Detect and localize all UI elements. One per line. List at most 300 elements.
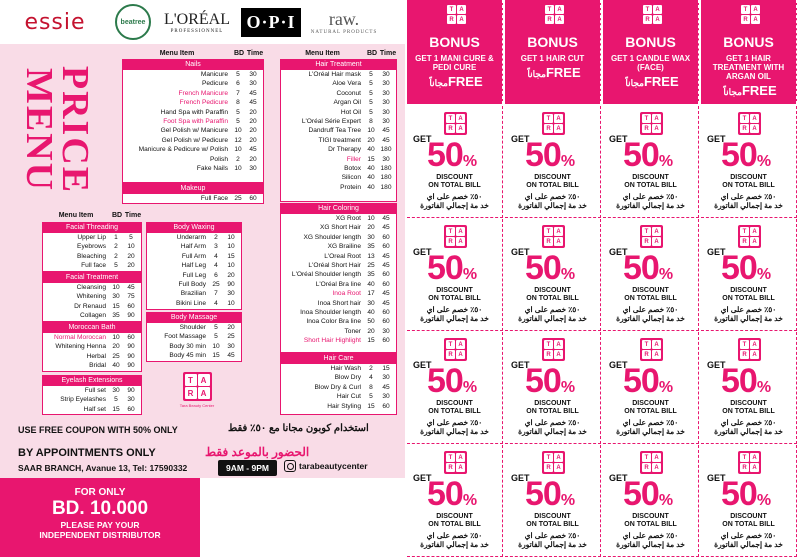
service-name: Full face (81, 262, 106, 270)
coupon-percent-value: 50 (721, 362, 757, 400)
discount-coupon (603, 106, 699, 218)
logo-letter: T (740, 453, 749, 462)
coupon-discount-line2: ON TOTAL BILL (526, 182, 579, 189)
service-row (123, 136, 263, 145)
service-row (147, 289, 241, 298)
makeup-section (122, 183, 264, 204)
service-name: XG Shoulder length (303, 233, 361, 241)
service-time: 45 (127, 284, 135, 291)
coupon-arabic-text (701, 531, 796, 549)
logo-letter: T (643, 5, 652, 14)
pay-note-1: PLEASE PAY YOUR (60, 520, 140, 530)
service-row (281, 270, 396, 279)
service-time: 30 (382, 327, 390, 335)
service-row (43, 361, 141, 370)
discount-coupon (407, 332, 503, 444)
service-price: 40 (367, 164, 375, 172)
service-name: Body 45 min (169, 352, 206, 360)
bonus-desc: GET 1 CANDLE WAX (FACE) (610, 54, 691, 72)
service-row (281, 289, 396, 298)
coupon-percent (427, 362, 476, 401)
coupon-percent (623, 475, 672, 514)
logo-letter: A (652, 237, 661, 246)
service-name: Strip Eyelashes (60, 396, 106, 404)
service-row (147, 342, 241, 351)
coupon-discount-line1: DISCOUNT (534, 174, 571, 181)
service-time: 90 (127, 387, 135, 394)
bonus-desc: GET 1 MANI CURE & PEDI CURE (415, 54, 494, 72)
service-time: 45 (227, 352, 235, 360)
coupon-discount-line1: DISCOUNT (730, 287, 767, 294)
coupon-arabic-line2: خد مة إجمالي الفاتورة (714, 540, 783, 549)
service-row (147, 280, 241, 289)
service-time: 45 (249, 146, 257, 154)
logo-letter: R (446, 463, 455, 472)
bonus-free-en: FREE (447, 74, 483, 89)
logo-letter: A (652, 114, 661, 123)
logo-letter: R (740, 237, 749, 246)
service-row (43, 261, 141, 270)
coupon-get: GET (413, 360, 432, 370)
logo-letter: R (642, 463, 651, 472)
service-row (123, 194, 263, 203)
logo-letter: A (750, 453, 759, 462)
service-row (281, 173, 396, 182)
service-row (281, 117, 396, 126)
coupon-discount-text (505, 287, 600, 303)
service-row (281, 308, 396, 317)
section-header: Hair Care (281, 354, 396, 364)
service-price: 30 (112, 293, 120, 301)
service-time: 30 (382, 89, 390, 97)
coupon-discount-text (407, 400, 502, 416)
service-name: Blow Dry (334, 374, 361, 382)
service-time: 90 (127, 362, 135, 370)
bonus-free-ar: مجاناً (723, 87, 742, 97)
service-time: 20 (227, 324, 235, 331)
service-row (123, 126, 263, 135)
tara-logo (172, 372, 222, 418)
logo-letter: A (456, 453, 465, 462)
logo-letter: A (554, 453, 563, 462)
coupon-get: GET (413, 247, 432, 257)
service-name: Pedicure (201, 80, 228, 88)
service-name: Cleansing (76, 284, 106, 291)
service-name: Short Hair Highlight (303, 337, 361, 345)
logo-letter: A (198, 387, 210, 399)
coupon-percent-sign: % (756, 153, 771, 170)
coupon-arabic-line1: ٥٠٪ خصم على اي (426, 192, 483, 201)
service-price: 15 (112, 302, 120, 310)
service-price: 10 (112, 334, 120, 341)
service-name: Aloe Vera (332, 80, 361, 88)
service-name: Whitening Henna (55, 343, 106, 351)
logo-letter: A (554, 114, 563, 123)
appointments-note: BY APPOINTMENTS ONLY (18, 447, 156, 459)
service-row (123, 155, 263, 164)
service-row (43, 352, 141, 361)
bonus-free-en: FREE (545, 65, 581, 80)
logo-letter: A (456, 227, 465, 236)
service-price: 5 (369, 80, 373, 88)
coupon-discount-line2: ON TOTAL BILL (722, 182, 775, 189)
discount-coupon (505, 106, 601, 218)
service-time: 30 (249, 80, 257, 88)
service-price: 15 (367, 402, 375, 410)
tara-logo-icon (542, 338, 565, 361)
service-time: 30 (127, 396, 135, 404)
logo-letter: T (447, 5, 456, 14)
coupon-arabic-line2: خد مة إجمالي الفاتورة (518, 314, 587, 323)
coupon-discount-text (603, 174, 698, 190)
service-name: French Manicure (178, 89, 228, 97)
service-name: Underarm (176, 234, 206, 241)
service-time: 60 (382, 271, 390, 279)
service-price: 20 (367, 224, 375, 232)
facial-treatment-section (42, 272, 142, 322)
coupon-percent-value: 50 (525, 249, 561, 287)
logo-letter: R (544, 463, 553, 472)
coupon-get: GET (707, 473, 726, 483)
service-row (147, 332, 241, 341)
coupon-discount-text (701, 400, 796, 416)
discount-coupon (407, 445, 503, 557)
service-name: Botox (344, 164, 361, 172)
coupon-discount-line2: ON TOTAL BILL (428, 521, 481, 528)
discount-coupon (505, 332, 601, 444)
bonus-free (407, 74, 502, 89)
logo-letter: T (185, 374, 197, 386)
service-price: 1 (114, 234, 118, 241)
logo-letter: A (456, 350, 465, 359)
service-time: 60 (127, 334, 135, 341)
service-time: 45 (382, 224, 390, 232)
service-name: Full Arm (181, 252, 206, 260)
service-name: Blow Dry & Curl (314, 383, 361, 391)
section-header: Nails (123, 60, 263, 70)
service-row (147, 271, 241, 280)
service-row (123, 70, 263, 79)
coupon-discount-text (407, 513, 502, 529)
coupon-percent-sign: % (658, 153, 673, 170)
service-row (281, 79, 396, 88)
service-time: 30 (382, 108, 390, 116)
coupon-discount-line2: ON TOTAL BILL (526, 521, 579, 528)
service-row (281, 136, 396, 145)
service-price: 10 (234, 146, 242, 154)
coupon-discount-line2: ON TOTAL BILL (428, 295, 481, 302)
hair-care-section (280, 353, 397, 415)
logo-letter: A (652, 124, 661, 133)
tara-logo-icon (542, 225, 565, 248)
coupon-discount-text (603, 513, 698, 529)
service-price: 2 (369, 365, 373, 372)
logo-letter: R (740, 463, 749, 472)
service-name: Protein (340, 183, 361, 191)
logo-caption: Tara Beauty Center (179, 403, 215, 408)
coupon-arabic-text (505, 305, 600, 323)
service-price: 5 (114, 396, 118, 404)
tara-logo-icon (444, 225, 467, 248)
coupon-percent-sign: % (560, 492, 575, 509)
service-name: TIGI treatment (318, 136, 361, 144)
service-time: 30 (249, 164, 257, 172)
service-name: Bleaching (77, 252, 106, 260)
service-name: Upper Lip (77, 234, 106, 241)
service-name: Toner (344, 327, 361, 335)
coupon-discount-text (701, 174, 796, 190)
coupon-percent (623, 136, 672, 175)
coupon-percent-sign: % (462, 266, 477, 283)
loreal-logo-sub: PROFESSIONNEL (170, 28, 224, 34)
service-name: Gel Polish w/ Manicure (160, 127, 228, 135)
service-price: 6 (236, 80, 240, 88)
coupon-discount-line2: ON TOTAL BILL (722, 408, 775, 415)
logo-letter: R (643, 15, 652, 24)
service-time: 60 (382, 308, 390, 316)
service-time: 180 (380, 146, 392, 154)
service-name: Coconut (336, 89, 361, 97)
logo-letter: A (456, 340, 465, 349)
logo-letter: A (652, 453, 661, 462)
logo-letter: A (555, 5, 564, 14)
col-item: Menu Item (58, 212, 94, 219)
service-name: Inoa Root (332, 290, 361, 298)
service-row (281, 155, 396, 164)
coupon-arabic-line1: ٥٠٪ خصم على اي (720, 531, 777, 540)
coupon-percent-value: 50 (525, 136, 561, 174)
service-price: 40 (112, 362, 120, 370)
coupon-discount-line2: ON TOTAL BILL (624, 182, 677, 189)
service-row (147, 299, 241, 308)
price-menu-title (0, 65, 127, 195)
logo-letter: A (653, 5, 662, 14)
service-time: 180 (380, 164, 392, 172)
service-price: 5 (236, 117, 240, 125)
service-price: 25 (112, 352, 120, 360)
coupon-percent-value: 50 (623, 475, 659, 513)
service-price: 15 (367, 155, 375, 163)
service-time: 90 (127, 343, 135, 351)
service-name: Inoa Shoulder length (300, 308, 361, 316)
bonus-desc: GET 1 HAIR TREATMENT WITH ARGAN OIL (712, 54, 785, 81)
service-time: 90 (227, 280, 235, 288)
instagram-icon (284, 460, 296, 472)
loreal-logo (156, 2, 238, 42)
tara-logo-icon (738, 338, 761, 361)
coupon-percent-value: 50 (427, 249, 463, 287)
logo-letter: R (740, 350, 749, 359)
coupon-get: GET (609, 247, 628, 257)
logo-letter: A (652, 227, 661, 236)
pay-note-2: INDEPENDENT DISTRIBUTOR (39, 530, 161, 540)
logo-letter: A (652, 463, 661, 472)
hair-coloring-section (280, 203, 397, 353)
service-name: Full Face (200, 195, 228, 202)
service-time: 30 (382, 80, 390, 88)
title-line-2: MENU (18, 67, 60, 193)
service-row (147, 323, 241, 332)
service-time: 60 (249, 195, 257, 202)
service-price: 7 (236, 89, 240, 97)
service-name: Collagen (79, 312, 106, 320)
logo-letter: A (750, 237, 759, 246)
coupon-percent-sign: % (560, 153, 575, 170)
coupon-discount-line2: ON TOTAL BILL (624, 408, 677, 415)
coupon-arabic-text (407, 192, 502, 210)
service-time: 90 (127, 312, 135, 320)
instagram-handle[interactable] (284, 460, 368, 472)
coupon-percent-value: 50 (427, 362, 463, 400)
moroccan-bath-section (42, 322, 142, 372)
logo-letter: A (652, 350, 661, 359)
service-row (281, 364, 396, 373)
coupon-percent-sign: % (560, 266, 575, 283)
service-price: 15 (112, 405, 120, 413)
service-price: 40 (367, 174, 375, 182)
service-price: 8 (236, 99, 240, 107)
service-name: Fake Nails (196, 164, 228, 172)
service-name: Foot Spa with Paraffin (163, 117, 228, 125)
service-time: 60 (382, 280, 390, 288)
coupon-percent-sign: % (462, 492, 477, 509)
tara-logo-icon (445, 3, 468, 26)
coupon-discount-line1: DISCOUNT (730, 513, 767, 520)
service-time: 45 (382, 252, 390, 260)
coupon-arabic-line1: ٥٠٪ خصم على اي (622, 192, 679, 201)
service-time: 45 (382, 215, 390, 222)
service-row (281, 383, 396, 392)
coupon-arabic-line2: خد مة إجمالي الفاتورة (616, 314, 685, 323)
coupon-percent-value: 50 (427, 475, 463, 513)
coupon-arabic-text (603, 192, 698, 210)
coupon-get: GET (707, 360, 726, 370)
service-time: 30 (382, 155, 390, 163)
service-time: 180 (380, 174, 392, 182)
service-row (147, 233, 241, 242)
coupon-arabic-line1: ٥٠٪ خصم على اي (524, 192, 581, 201)
section-header: Body Massage (147, 313, 241, 323)
coupon-discount-line1: DISCOUNT (534, 513, 571, 520)
coupon-discount-line1: DISCOUNT (534, 287, 571, 294)
service-time: 30 (382, 71, 390, 78)
service-time: 30 (249, 71, 257, 78)
tara-logo-mark (183, 372, 212, 401)
service-name: XG Brailine (327, 243, 361, 251)
service-name: Half Arm (180, 243, 206, 251)
coupon-get: GET (707, 134, 726, 144)
coupon-arabic-line1: ٥٠٪ خصم على اي (622, 531, 679, 540)
service-price: 13 (367, 252, 375, 260)
bonus-free (701, 83, 796, 98)
logo-letter: A (554, 124, 563, 133)
essie-logo: essie (24, 9, 86, 35)
logo-letter: A (554, 463, 563, 472)
coupon-discount-text (505, 174, 600, 190)
service-name: Hand Spa with Paraffin (160, 108, 228, 116)
service-price: 20 (112, 343, 120, 351)
bonus-title: BONUS (429, 34, 480, 50)
service-price: 2 (114, 252, 118, 260)
service-price: 20 (367, 327, 375, 335)
service-name: L'Oreal Root (324, 252, 361, 260)
coupon-arabic-line1: ٥٠٪ خصم على اي (524, 418, 581, 427)
service-price: 50 (367, 318, 375, 326)
bonus-title: BONUS (625, 34, 676, 50)
coupon-arabic-line2: خد مة إجمالي الفاتورة (616, 201, 685, 210)
coupon-discount-text (701, 513, 796, 529)
service-row (43, 386, 141, 395)
coupon-get: GET (511, 247, 530, 257)
tara-logo-icon (444, 338, 467, 361)
logo-letter: A (554, 237, 563, 246)
service-name: XG Short Hair (319, 224, 361, 232)
coupon-discount-text (603, 287, 698, 303)
service-row (281, 183, 396, 192)
service-time: 20 (127, 252, 135, 260)
coupon-get: GET (609, 473, 628, 483)
service-price: 10 (112, 284, 120, 291)
tara-logo-icon (738, 112, 761, 135)
service-row (281, 402, 396, 411)
discount-coupon (505, 219, 601, 331)
service-price: 40 (367, 280, 375, 288)
logo-letter: A (457, 5, 466, 14)
service-price: 40 (367, 308, 375, 316)
coupon-percent (525, 475, 574, 514)
service-time: 20 (227, 271, 235, 279)
coupon-arabic-line2: خد مة إجمالي الفاتورة (616, 427, 685, 436)
service-time: 10 (227, 234, 235, 241)
service-name: L'Oréal Série Expert (301, 117, 361, 125)
coupon-note: USE FREE COUPON WITH 50% ONLY (18, 425, 178, 435)
coupon-percent (525, 362, 574, 401)
service-time: 45 (382, 136, 390, 144)
raw-logo-sub: NATURAL PRODUCTS (310, 30, 378, 35)
coupon-discount-line1: DISCOUNT (632, 287, 669, 294)
section-header: Eyelash Extensions (43, 376, 141, 386)
service-name: Manicure & Pedicure w/ Polish (138, 146, 228, 154)
coupon-discount-text (407, 174, 502, 190)
service-time: 30 (382, 393, 390, 401)
service-row (43, 311, 141, 320)
beatree-logo-text: beatree (115, 4, 151, 40)
service-price: 10 (367, 127, 375, 135)
tara-logo-icon (641, 3, 664, 26)
discount-coupon (603, 219, 699, 331)
price-label: FOR ONLY (74, 487, 126, 498)
section-header: Makeup (123, 184, 263, 194)
logo-letter: A (456, 114, 465, 123)
logo-letter: A (750, 340, 759, 349)
service-name: Manicure (200, 71, 228, 78)
logo-letter: T (544, 453, 553, 462)
coupon-arabic-line1: ٥٠٪ خصم على اي (622, 418, 679, 427)
coupon-discount-text (701, 287, 796, 303)
nails-column-header (122, 50, 264, 57)
bonus-desc: GET 1 HAIR CUT (520, 54, 585, 63)
coupon-arabic-line2: خد مة إجمالي الفاتورة (420, 540, 489, 549)
bonus-free-ar: مجاناً (625, 78, 644, 88)
service-price: 2 (236, 155, 240, 163)
coupon-discount-line1: DISCOUNT (632, 513, 669, 520)
service-row (281, 145, 396, 154)
coupon-percent (623, 362, 672, 401)
service-time: 180 (380, 183, 392, 191)
service-row (43, 342, 141, 351)
coupon-discount-line1: DISCOUNT (436, 174, 473, 181)
service-row (43, 405, 141, 414)
